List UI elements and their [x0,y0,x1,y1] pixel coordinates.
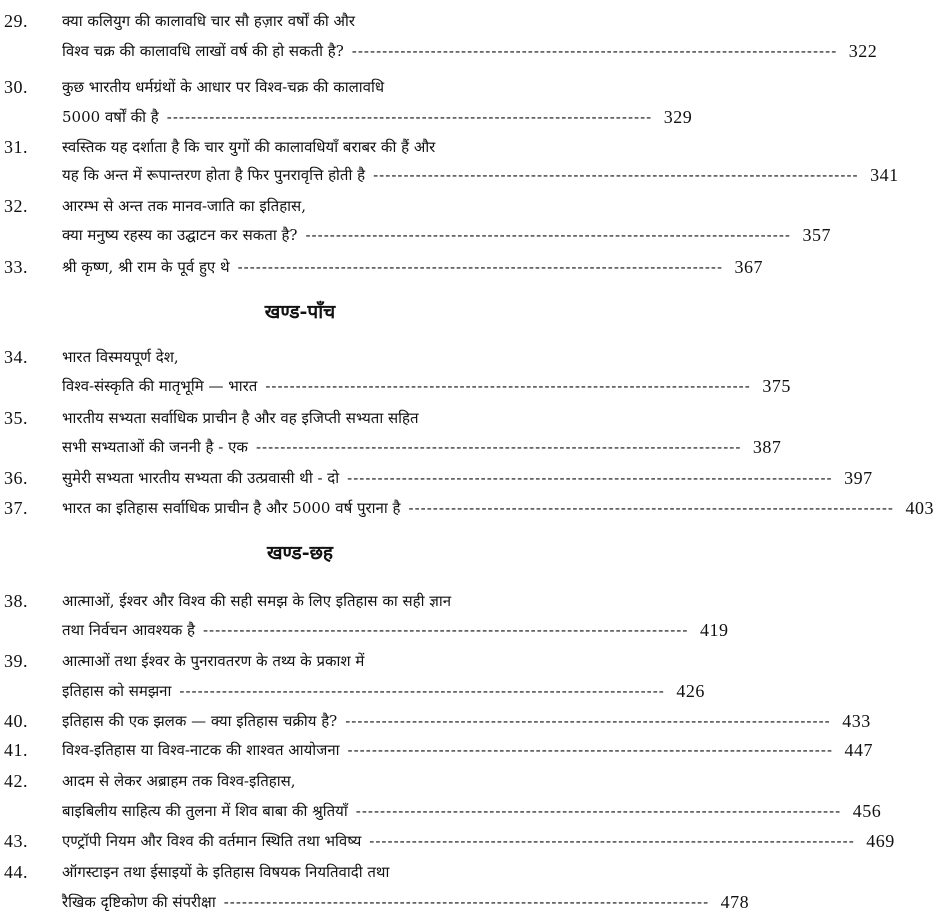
entry-title-line: ऑगस्टाइन तथा ईसाइयों के इतिहास विषयक नियतिवादी तथा [62,863,390,881]
entry-number: 39. [4,651,28,671]
entry-number: 44. [4,862,28,882]
entry-title-line: तथा निर्वचन आवश्यक है [62,621,195,639]
page-number: 433 [842,710,871,731]
entry-number: 32. [4,196,28,216]
section-heading-five: खण्ड-पाँच [264,301,336,323]
entry-number: 36. [4,468,28,488]
entry-title-line: विश्व चक्र की कालावधि लाखों वर्ष की हो सकती है? [62,42,344,60]
entry-number: 41. [4,740,28,760]
page-number: 341 [870,164,899,185]
entry-number: 43. [4,831,28,851]
page-number: 469 [866,830,895,851]
dotted-leader: -------------------------------------------------------------------------------- [202,621,689,639]
page-number: 322 [848,40,878,61]
entry-title-line: भारत का इतिहास सर्वाधिक प्राचीन है और 5000 वर्ष पुराना है [62,499,401,517]
dotted-leader: -------------------------------------------------------------------------------- [179,682,665,700]
entry-title-line: कुछ भारतीय धर्मग्रंथों के आधार पर विश्व-चक्र की कालावधि [62,78,385,96]
entry-number: 33. [4,257,28,277]
dotted-leader: -------------------------------------------------------------------------------- [373,166,859,184]
entry-title-line: विश्व-संस्कृति की मातृभूमि — भारत [62,377,258,395]
page-number: 478 [720,891,750,912]
entry-number: 34. [4,347,28,367]
page-number: 387 [752,436,782,457]
entry-number: 37. [4,498,28,518]
dotted-leader: -------------------------------------------------------------------------------- [351,42,838,60]
page-number: 397 [844,467,873,488]
entry-number: 40. [4,711,28,731]
entry-number: 38. [4,591,28,611]
entry-title-line: सभी सभ्यताओं की जननी है - एक [62,438,248,456]
dotted-leader: -------------------------------------------------------------------------------- [237,258,724,276]
dotted-leader: -------------------------------------------------------------------------------- [223,893,710,911]
page-number: 367 [734,256,764,277]
entry-number: 35. [4,408,28,428]
page-number: 375 [762,375,791,396]
entry-title-line: आत्माओं, ईश्वर और विश्व की सही समझ के लिए इतिहास का सही ज्ञान [62,592,452,610]
page-number: 456 [852,800,882,821]
entry-title-line: आरम्भ से अन्त तक मानव-जाति का इतिहास, [62,197,306,215]
entry-title-line: भारत विस्मयपूर्ण देश, [62,348,179,366]
entry-title-line: श्री कृष्ण, श्री राम के पूर्व हुए थे [62,258,230,276]
entry-title-line: स्वस्तिक यह दर्शाता है कि चार युगों की कालावधियाँ बराबर की हैं और [62,138,436,156]
entry-title-line: यह कि अन्त में रूपान्तरण होता है फिर पुनरावृत्ति होती है [62,166,366,184]
entry-number: 30. [4,77,28,97]
entry-title-line: सुमेरी सभ्यता भारतीय सभ्यता की उत्प्रवासी थी - दो [62,469,340,487]
entry-number: 31. [4,137,28,157]
page-number: 403 [905,497,934,518]
entry-title-line: बाइबिलीय साहित्य की तुलना में शिव बाबा की श्रुतियाँ [62,802,348,820]
dotted-leader: -------------------------------------------------------------------------------- [255,438,742,456]
page-number: 357 [802,224,831,245]
entry-title-line: एण्ट्रॉपी नियम और विश्व की वर्तमान स्थिति तथा भविष्य [62,832,362,850]
section-heading-six: खण्ड-छह [266,542,334,564]
entry-title-line: विश्व-इतिहास या विश्व-नाटक की शाश्वत आयोजना [62,741,340,759]
dotted-leader: -------------------------------------------------------------------------------- [408,499,894,517]
dotted-leader: -------------------------------------------------------------------------------- [355,802,842,820]
entry-title-line: क्या कलियुग की कालावधि चार सौ हज़ार वर्षों की और [62,12,356,30]
entry-title-line: भारतीय सभ्यता सर्वाधिक प्राचीन है और वह इजिप्ती सभ्यता सहित [62,409,419,427]
dotted-leader: -------------------------------------------------------------------------------- [347,469,833,487]
page-number: 447 [844,739,874,760]
dotted-leader: -------------------------------------------------------------------------------- [347,741,834,759]
entry-title-line: इतिहास की एक झलक — क्या इतिहास चक्रीय है? [62,712,338,730]
dotted-leader: -------------------------------------------------------------------------------- [345,712,831,730]
entry-title-line: आत्माओं तथा ईश्वर के पुनरावतरण के तथ्य के प्रकाश में [62,652,365,670]
page-number: 419 [699,619,729,640]
entry-number: 29. [4,11,28,31]
dotted-leader: -------------------------------------------------------------------------------- [166,108,653,126]
dotted-leader: -------------------------------------------------------------------------------- [369,832,855,850]
entry-title-line: रैखिक दृष्टिकोण की संपरीक्षा [62,893,216,911]
entry-title-line: क्या मनुष्य रहस्य का उद्घाटन कर सकता है? [62,226,298,244]
entry-title-line: इतिहास को समझना [62,682,172,700]
entry-title-line: 5000 वर्षों की है [62,108,159,126]
page-number: 426 [676,680,705,701]
dotted-leader: -------------------------------------------------------------------------------- [265,377,751,395]
entry-title-line: आदम से लेकर अब्राहम तक विश्व-इतिहास, [62,772,296,790]
entry-number: 42. [4,771,28,791]
page-number: 329 [663,106,693,127]
dotted-leader: -------------------------------------------------------------------------------- [305,226,791,244]
